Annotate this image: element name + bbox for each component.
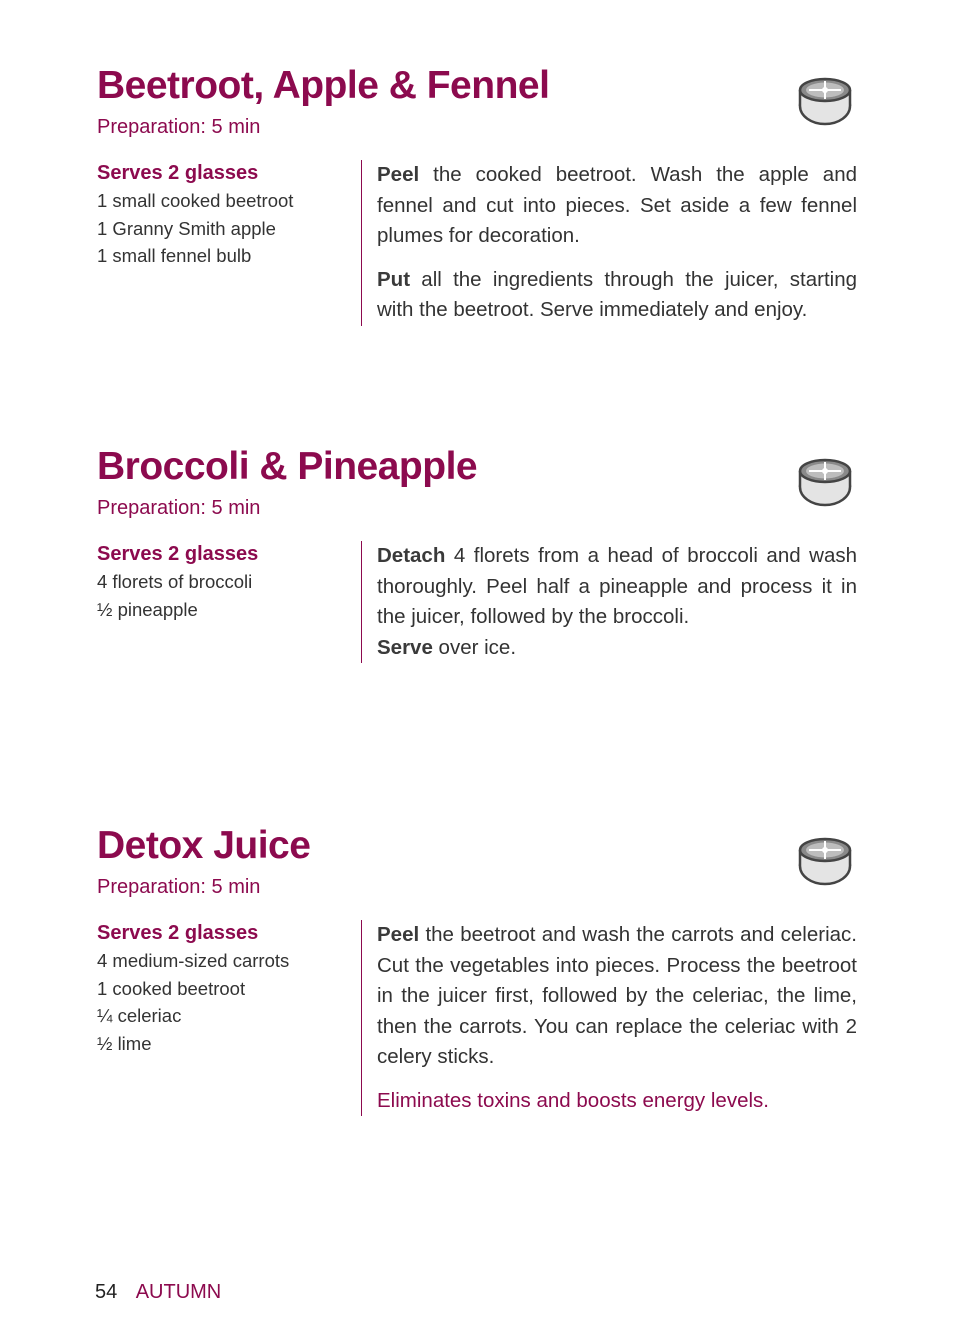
method-step (377, 541, 857, 633)
ingredient-item: 1 small fennel bulb (97, 245, 252, 266)
juicer-bowl-icon (797, 457, 853, 509)
serves-label: Serves 2 glasses (97, 543, 259, 565)
ingredients-list (97, 541, 347, 623)
serves-label: Serves 2 glasses (97, 162, 259, 184)
ingredient-item: ¼ celeriac (97, 1005, 182, 1026)
ingredient-item: ½ pineapple (97, 598, 198, 620)
recipe-tagline: Eliminates toxins and boosts energy levels. (377, 1088, 769, 1112)
step-text: over ice. (432, 635, 517, 659)
step-verb: Detach (377, 544, 446, 567)
page-footer (95, 1281, 221, 1304)
step-text: 4 florets from a head of broccoli and wash thoroughly. Peel half a pineapple and process it in the juicer, followed by the broccoli. (377, 544, 857, 628)
method-text (361, 920, 857, 1116)
step-verb: Peel (377, 163, 420, 186)
page-number: 54 (95, 1281, 118, 1303)
juicer-bowl-icon (797, 76, 853, 128)
serves-label: Serves 2 glasses (97, 922, 259, 944)
section-name: AUTUMN (135, 1281, 222, 1303)
preparation-time: Preparation: 5 min (97, 497, 261, 519)
preparation-time: Preparation: 5 min (97, 116, 261, 138)
recipe-detox-juice (97, 822, 857, 1112)
ingredient-item: ½ lime (97, 1032, 152, 1054)
method-step (377, 633, 857, 664)
step-text: the beetroot and wash the carrots and celeriac. Cut the vegetables into pieces. Process the beetroot in the juicer first, followed by the celeriac, the lime, then the carrots. You can replace the celeriac with 2 celery sticks. (377, 923, 857, 1068)
recipe-broccoli-pineapple (97, 443, 857, 659)
method-text (361, 160, 857, 326)
step-text: the cooked beetroot. Wash the apple and fennel and cut into pieces. Set aside a few fennel plumes for decoration. (377, 163, 857, 247)
method-text (361, 541, 857, 663)
juicer-bowl-icon (797, 836, 853, 888)
ingredient-item: 1 small cooked beetroot (97, 190, 294, 211)
recipe-beetroot-apple-fennel (97, 62, 857, 321)
ingredients-list (97, 160, 347, 270)
step-verb: Peel (377, 923, 420, 946)
ingredient-item: 1 cooked beetroot (97, 977, 246, 999)
ingredient-item: 4 florets of broccoli (97, 571, 253, 592)
method-step (377, 920, 857, 1073)
method-step (377, 160, 857, 252)
ingredients-list (97, 920, 347, 1057)
ingredient-item: 4 medium-sized carrots (97, 950, 290, 971)
recipe-title: Beetroot, Apple & Fennel (97, 64, 550, 107)
step-verb: Put (377, 267, 411, 291)
method-step (377, 265, 857, 326)
ingredient-item: 1 Granny Smith apple (97, 217, 276, 239)
step-verb: Serve (377, 635, 433, 659)
recipe-title: Detox Juice (97, 824, 311, 867)
step-text: all the ingredients through the juicer, starting with the beetroot. Serve immediately and enjoy. (377, 267, 857, 321)
preparation-time: Preparation: 5 min (97, 876, 261, 898)
recipe-title: Broccoli & Pineapple (97, 445, 478, 488)
